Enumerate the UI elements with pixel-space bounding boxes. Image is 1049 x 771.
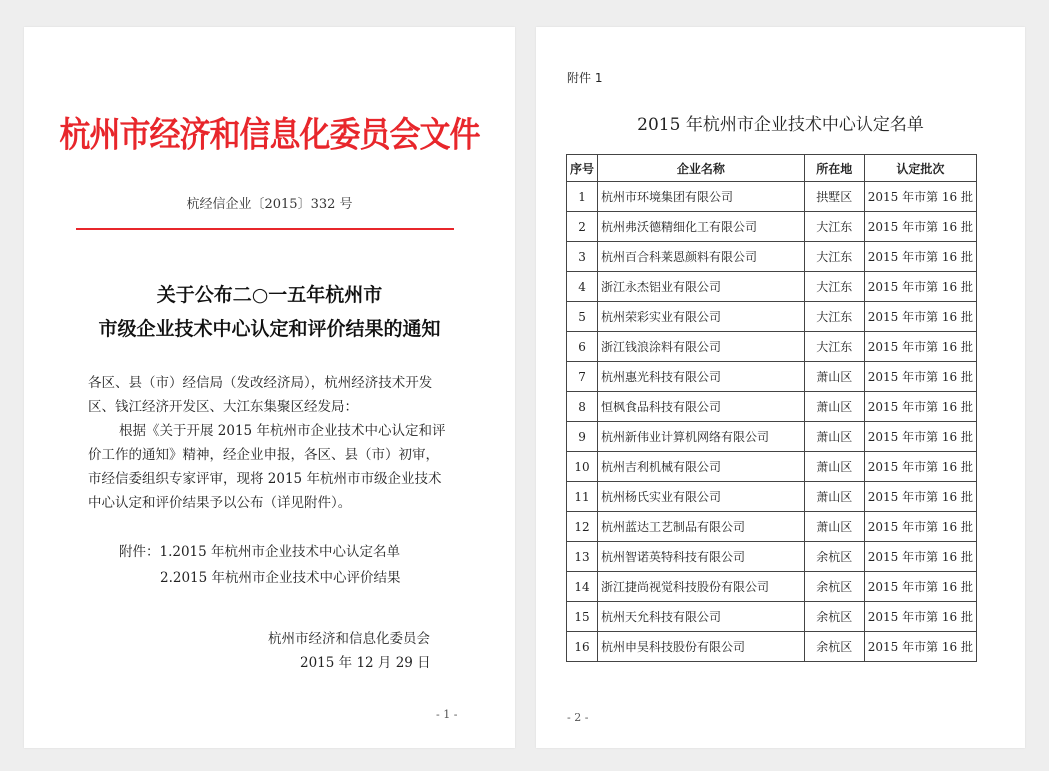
company-name: 杭州荣彩实业有限公司 <box>598 302 805 332</box>
header-batch: 认定批次 <box>864 155 976 182</box>
table-row <box>567 602 977 632</box>
table-row <box>567 542 977 572</box>
row-index: 2 <box>567 212 598 242</box>
row-index: 12 <box>567 512 598 542</box>
location: 萧山区 <box>804 512 864 542</box>
company-name: 浙江钱浪涂料有限公司 <box>598 332 805 362</box>
location: 余杭区 <box>804 572 864 602</box>
batch: 2015 年市第 16 批 <box>864 422 976 452</box>
red-header-title: 杭州市经济和信息化委员会文件 <box>59 115 480 156</box>
page-number: - 2 - <box>567 711 589 724</box>
table-row <box>567 302 977 332</box>
row-index: 9 <box>567 422 598 452</box>
list-title: 2015 年杭州市企业技术中心认定名单 <box>637 115 924 135</box>
row-index: 1 <box>567 182 598 212</box>
row-index: 7 <box>567 362 598 392</box>
row-index: 8 <box>567 392 598 422</box>
body-line: 各区、县（市）经信局（发改经济局），杭州经济技术开发 <box>88 375 433 391</box>
location: 萧山区 <box>804 422 864 452</box>
row-index: 16 <box>567 632 598 662</box>
table-row <box>567 212 977 242</box>
enterprise-table <box>566 154 977 662</box>
location: 大江东 <box>804 212 864 242</box>
batch: 2015 年市第 16 批 <box>864 452 976 482</box>
location: 大江东 <box>804 332 864 362</box>
row-index: 14 <box>567 572 598 602</box>
location: 大江东 <box>804 242 864 272</box>
batch: 2015 年市第 16 批 <box>864 272 976 302</box>
table-row <box>567 182 977 212</box>
attachment-line-2: 2.2015 年杭州市企业技术中心评价结果 <box>160 570 401 586</box>
table-row <box>567 632 977 662</box>
company-name: 杭州市环境集团有限公司 <box>598 182 805 212</box>
location: 大江东 <box>804 302 864 332</box>
batch: 2015 年市第 16 批 <box>864 392 976 422</box>
header-index: 序号 <box>567 155 598 182</box>
company-name: 杭州新伟业计算机网络有限公司 <box>598 422 805 452</box>
notice-title-line-2: 市级企业技术中心认定和评价结果的通知 <box>98 318 441 340</box>
batch: 2015 年市第 16 批 <box>864 632 976 662</box>
row-index: 6 <box>567 332 598 362</box>
company-name: 杭州天允科技有限公司 <box>598 602 805 632</box>
row-index: 15 <box>567 602 598 632</box>
location: 萧山区 <box>804 482 864 512</box>
header-location: 所在地 <box>804 155 864 182</box>
page-1 <box>24 27 515 748</box>
batch: 2015 年市第 16 批 <box>864 302 976 332</box>
batch: 2015 年市第 16 批 <box>864 362 976 392</box>
table-row <box>567 452 977 482</box>
company-name: 杭州杨氏实业有限公司 <box>598 482 805 512</box>
page-number: - 1 - <box>436 708 458 721</box>
body-line: 区、钱江经济开发区、大江东集聚区经发局： <box>88 399 358 415</box>
table-header-row <box>567 155 977 182</box>
company-name: 杭州申昊科技股份有限公司 <box>598 632 805 662</box>
batch: 2015 年市第 16 批 <box>864 332 976 362</box>
table-row <box>567 572 977 602</box>
notice-title-line-1: 关于公布二○一五年杭州市 <box>156 284 383 306</box>
company-name: 杭州智诺英特科技有限公司 <box>598 542 805 572</box>
location: 萧山区 <box>804 362 864 392</box>
body-line: 中心认定和评价结果予以公布（详见附件）。 <box>88 495 352 511</box>
table-row <box>567 332 977 362</box>
location: 余杭区 <box>804 542 864 572</box>
batch: 2015 年市第 16 批 <box>864 212 976 242</box>
body-line: 市经信委组织专家评审，现将 2015 年杭州市市级企业技术 <box>88 471 442 487</box>
batch: 2015 年市第 16 批 <box>864 512 976 542</box>
batch: 2015 年市第 16 批 <box>864 242 976 272</box>
location: 大江东 <box>804 272 864 302</box>
table-row <box>567 422 977 452</box>
annex-label: 附件 1 <box>567 71 603 85</box>
table-row <box>567 512 977 542</box>
table-row <box>567 362 977 392</box>
batch: 2015 年市第 16 批 <box>864 572 976 602</box>
row-index: 11 <box>567 482 598 512</box>
header-company: 企业名称 <box>598 155 805 182</box>
row-index: 13 <box>567 542 598 572</box>
company-name: 杭州弗沃德精细化工有限公司 <box>598 212 805 242</box>
location: 余杭区 <box>804 632 864 662</box>
signature-date: 2015 年 12 月 29 日 <box>300 655 431 671</box>
red-divider <box>76 228 454 230</box>
table-row <box>567 392 977 422</box>
location: 拱墅区 <box>804 182 864 212</box>
location: 萧山区 <box>804 392 864 422</box>
row-index: 4 <box>567 272 598 302</box>
company-name: 杭州百合科莱恩颜料有限公司 <box>598 242 805 272</box>
company-name: 杭州吉利机械有限公司 <box>598 452 805 482</box>
row-index: 3 <box>567 242 598 272</box>
row-index: 10 <box>567 452 598 482</box>
company-name: 杭州惠光科技有限公司 <box>598 362 805 392</box>
body-line: 价工作的通知》精神，经企业申报，各区、县（市）初审， <box>88 447 439 463</box>
batch: 2015 年市第 16 批 <box>864 182 976 212</box>
table-row <box>567 242 977 272</box>
company-name: 恒枫食品科技有限公司 <box>598 392 805 422</box>
company-name: 杭州蓝达工艺制品有限公司 <box>598 512 805 542</box>
document-number: 杭经信企业〔2015〕332 号 <box>186 197 353 212</box>
page-2 <box>536 27 1025 748</box>
signature: 杭州市经济和信息化委员会 <box>268 631 430 647</box>
body-line: 根据《关于开展 2015 年杭州市企业技术中心认定和评 <box>119 423 446 439</box>
company-name: 浙江捷尚视觉科技股份有限公司 <box>598 572 805 602</box>
company-name: 浙江永杰铝业有限公司 <box>598 272 805 302</box>
location: 萧山区 <box>804 452 864 482</box>
batch: 2015 年市第 16 批 <box>864 482 976 512</box>
location: 余杭区 <box>804 602 864 632</box>
attachment-line-1: 附件：1.2015 年杭州市企业技术中心认定名单 <box>119 544 401 560</box>
batch: 2015 年市第 16 批 <box>864 542 976 572</box>
table-row <box>567 482 977 512</box>
table-row <box>567 272 977 302</box>
row-index: 5 <box>567 302 598 332</box>
batch: 2015 年市第 16 批 <box>864 602 976 632</box>
